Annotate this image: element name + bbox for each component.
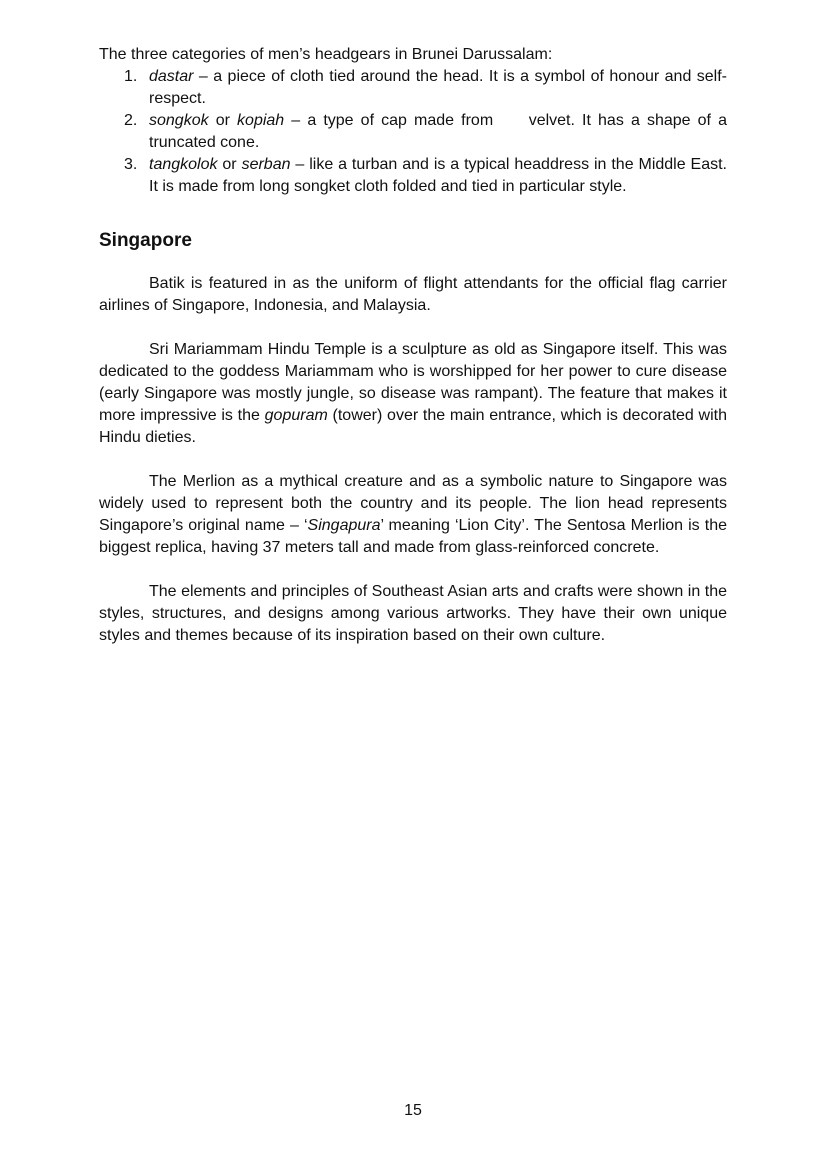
description: – a type of cap made from velvet. It has a shape of a truncated cone. (149, 112, 727, 151)
list-number: 3. (124, 156, 138, 173)
term: dastar (149, 68, 194, 85)
list-number: 2. (124, 112, 138, 129)
term: gopuram (264, 407, 328, 424)
text: ’ meaning ‘Lion City’. The Sentosa Merlion is the biggest replica, having 37 meters tall and made from glass-reinforced concrete. (99, 517, 727, 556)
connector: or (208, 112, 238, 129)
paragraph (99, 339, 727, 449)
page-body (99, 44, 727, 647)
headgear-list (99, 66, 727, 198)
section-heading: Singapore (99, 230, 192, 251)
text: Sri Mariammam Hindu Temple is a sculpture as old as Singapore itself. This was dedicated to the goddess Mariammam who is worshipped for her power to cure disease (early Singapore was mostly jungle, so disease was rampant). The feature that makes it more impressive is the (99, 341, 727, 424)
page-number: 15 (404, 1102, 422, 1119)
term: serban (241, 156, 291, 173)
term: songkok (149, 112, 209, 129)
intro-text: The three categories of men’s headgears in Brunei Darussalam: (99, 46, 553, 63)
term: Singapura (307, 517, 381, 534)
list-number: 1. (124, 68, 138, 85)
list-item (99, 110, 727, 154)
list-item (99, 66, 727, 110)
paragraph (99, 471, 727, 559)
term: tangkolok (149, 156, 218, 173)
list-item (99, 154, 727, 198)
connector: or (217, 156, 242, 173)
paragraph: The elements and principles of Southeast Asian arts and crafts were shown in the styles, structures, and designs among various artworks. They have their own unique styles and themes because of its inspiration based on their own culture. (99, 583, 727, 644)
description: – like a turban and is a typical headdress in the Middle East. It is made from long songket cloth folded and tied in particular style. (149, 156, 728, 195)
text: (tower) over the main entrance, which is decorated with Hindu dieties. (99, 407, 727, 446)
paragraph: Batik is featured in as the uniform of flight attendants for the official flag carrier airlines of Singapore, Indonesia, and Malaysia. (99, 275, 727, 314)
description: – a piece of cloth tied around the head. It is a symbol of honour and self-respect. (149, 68, 727, 107)
text: The Merlion as a mythical creature and as a symbolic nature to Singapore was widely used to represent both the country and its people. The lion head represents Singapore’s original name – ‘ (99, 473, 727, 534)
term: kopiah (237, 112, 285, 129)
